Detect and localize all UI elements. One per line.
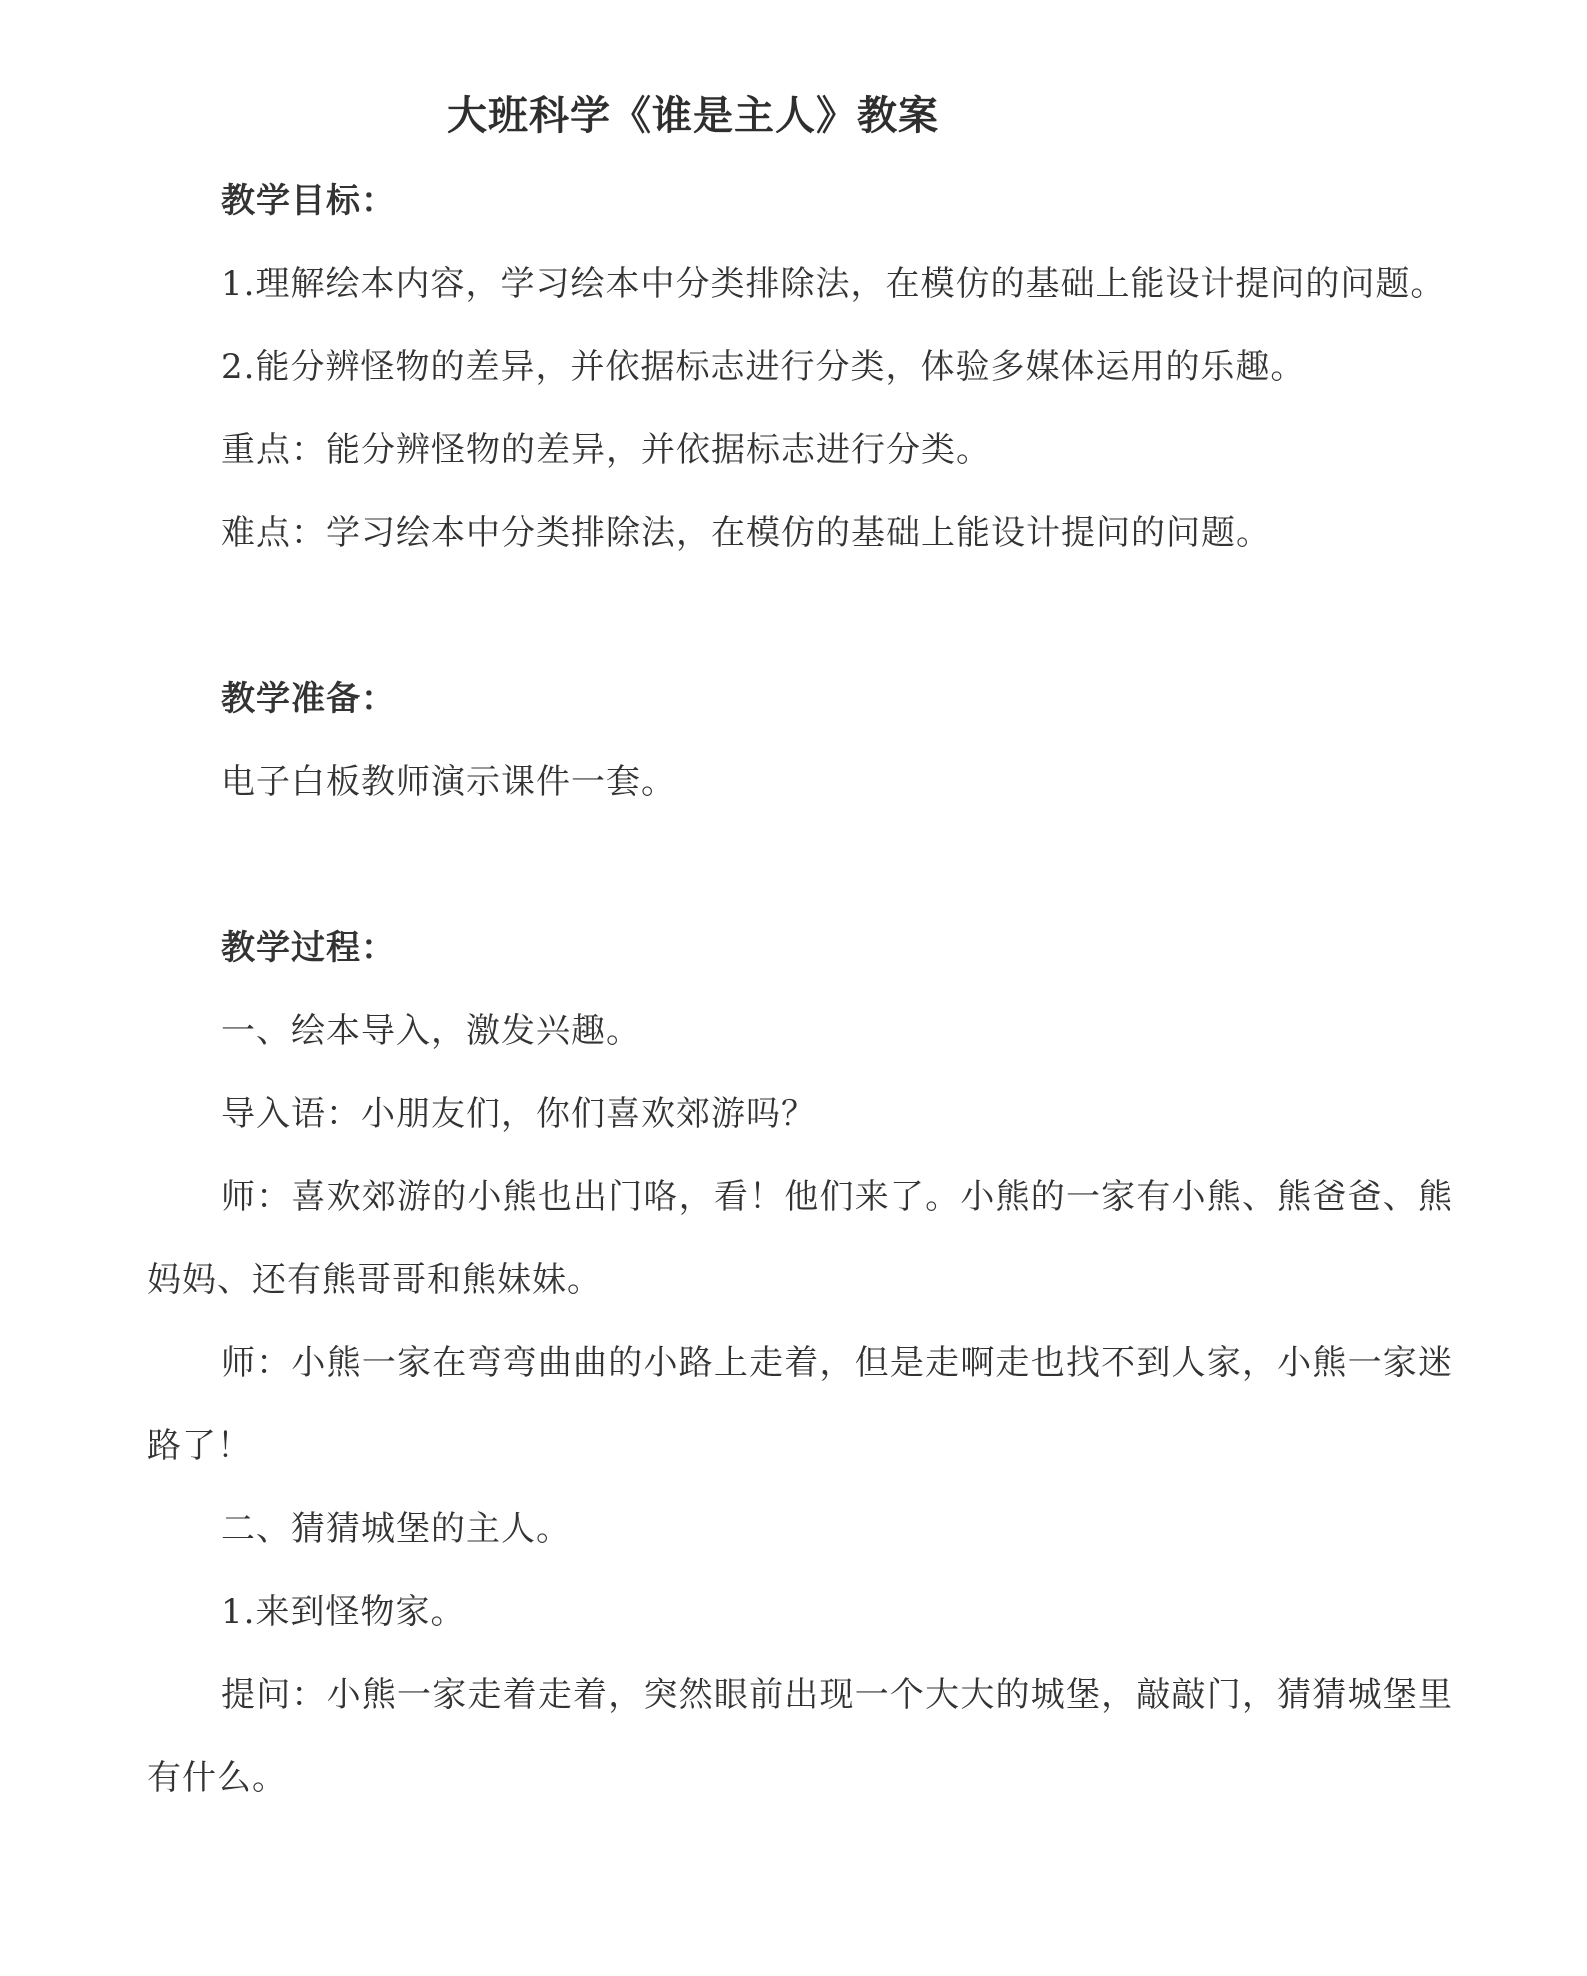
substep-1-title: 1.来到怪物家。 xyxy=(221,1592,466,1632)
question-line: 提问：小熊一家走着走着，突然眼前出现一个大大的城堡，敲敲门，猜猜城堡里有什么。 xyxy=(147,1675,1453,1798)
difficulty-point: 难点：学习绘本中分类排除法，在模仿的基础上能设计提问的问题。 xyxy=(221,513,1271,553)
blank-line xyxy=(147,575,1453,658)
document-title: 大班科学《谁是主人》教案 xyxy=(447,92,939,139)
teacher-line-2: 师：小熊一家在弯弯曲曲的小路上走着，但是走啊走也找不到人家，小熊一家迷路了！ xyxy=(147,1343,1453,1466)
document-body xyxy=(147,160,1453,1820)
process-step-1-title: 一、绘本导入，激发兴趣。 xyxy=(221,1011,641,1051)
objective-item-2: 2.能分辨怪物的差异，并依据标志进行分类，体验多媒体运用的乐趣。 xyxy=(221,347,1306,387)
objectives-heading: 教学目标： xyxy=(221,181,396,221)
key-point: 重点：能分辨怪物的差异，并依据标志进行分类。 xyxy=(221,430,991,470)
preparation-heading: 教学准备： xyxy=(221,679,396,719)
preparation-content: 电子白板教师演示课件一套。 xyxy=(221,762,676,802)
process-step-2-title: 二、猜猜城堡的主人。 xyxy=(221,1509,571,1549)
objective-item-1: 1.理解绘本内容，学习绘本中分类排除法，在模仿的基础上能设计提问的问题。 xyxy=(221,264,1446,304)
teacher-line-1: 师：喜欢郊游的小熊也出门咯，看！他们来了。小熊的一家有小熊、熊爸爸、熊妈妈、还有熊哥哥和熊妹妹。 xyxy=(147,1177,1453,1300)
process-heading: 教学过程： xyxy=(221,928,396,968)
blank-line xyxy=(147,824,1453,907)
intro-speech: 导入语：小朋友们，你们喜欢郊游吗？ xyxy=(221,1094,816,1134)
